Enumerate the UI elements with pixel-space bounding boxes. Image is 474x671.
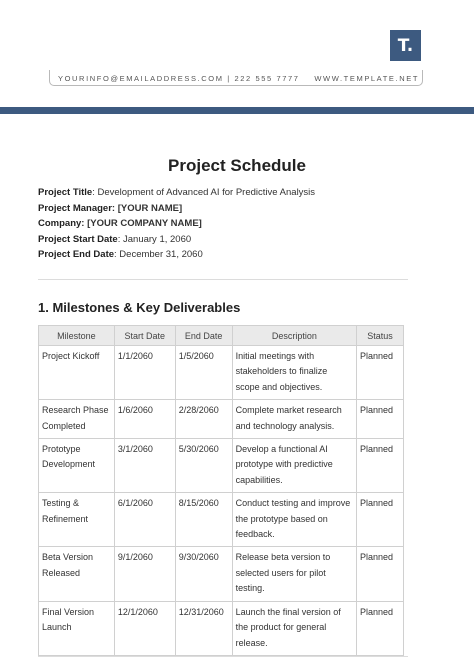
header-band: [0, 107, 474, 114]
table-cell: 1/6/2060: [114, 400, 175, 439]
info-value: Development of Advanced AI for Predictive Analysis: [94, 187, 316, 198]
table-cell: Launch the final version of the product for general release.: [232, 601, 356, 655]
info-label: Company: [38, 218, 82, 229]
info-value: [YOUR COMPANY NAME]: [84, 218, 202, 229]
column-header: Start Date: [114, 326, 175, 346]
table-cell: Conduct testing and improve the prototype based on feedback.: [232, 493, 356, 547]
page-title: Project Schedule: [168, 156, 306, 175]
info-row: [38, 232, 315, 248]
table-cell: Planned: [357, 601, 404, 655]
table-cell: Project Kickoff: [39, 346, 115, 400]
table-row: [39, 601, 404, 655]
info-label: Project Title: [38, 187, 93, 198]
table-row: [39, 439, 404, 493]
table-cell: Initial meetings with stakeholders to finalize scope and objectives.: [232, 346, 356, 400]
table-cell: Planned: [357, 400, 404, 439]
info-separator: :: [81, 218, 85, 229]
contact-info: YOURINFO@EMAILADDRESS.COM | 222 555 7777: [58, 74, 300, 83]
project-info: [38, 185, 315, 263]
info-separator: :: [111, 202, 116, 214]
table-row: [39, 346, 404, 400]
table-cell: Develop a functional AI prototype with predictive capabilities.: [232, 439, 356, 493]
table-cell: 9/1/2060: [114, 547, 175, 601]
table-cell: 12/1/2060: [114, 601, 175, 655]
info-row: [38, 247, 315, 263]
column-header: End Date: [175, 326, 232, 346]
website-link[interactable]: WWW.TEMPLATE.NET: [314, 74, 419, 83]
table-cell: 1/1/2060: [114, 346, 175, 400]
column-header: Milestone: [39, 326, 115, 346]
info-row: [38, 185, 315, 201]
table-cell: 6/1/2060: [114, 493, 175, 547]
divider: [38, 656, 408, 657]
table-cell: Beta Version Released: [39, 547, 115, 601]
table-cell: Planned: [357, 346, 404, 400]
table-cell: Prototype Development: [39, 439, 115, 493]
table-cell: 1/5/2060: [175, 346, 232, 400]
divider: [38, 279, 408, 280]
info-label: Project End Date: [38, 249, 115, 260]
table-cell: Final Version Launch: [39, 601, 115, 655]
table-cell: Testing & Refinement: [39, 493, 115, 547]
table-cell: Planned: [357, 493, 404, 547]
table-row: [39, 547, 404, 601]
milestones-table: [38, 325, 404, 656]
table-cell: Release beta version to selected users for pilot testing.: [232, 547, 356, 601]
table-cell: Complete market research and technology analysis.: [232, 400, 356, 439]
table-cell: Planned: [357, 547, 404, 601]
table-cell: 2/28/2060: [175, 400, 232, 439]
table-row: [39, 400, 404, 439]
info-value: [YOUR NAME]: [115, 202, 183, 214]
column-header: Description: [232, 326, 356, 346]
table-cell: Planned: [357, 439, 404, 493]
contact-bar: [49, 70, 423, 86]
info-value: January 1, 2060: [120, 233, 192, 245]
table-row: [39, 493, 404, 547]
table-cell: 12/31/2060: [175, 601, 232, 655]
info-row: [38, 216, 315, 232]
table-cell: Research Phase Completed: [39, 400, 115, 439]
table-header-row: [39, 326, 404, 346]
table-cell: 8/15/2060: [175, 493, 232, 547]
info-separator: :: [114, 249, 117, 260]
company-logo: T.: [390, 30, 421, 61]
table-cell: 5/30/2060: [175, 439, 232, 493]
info-row: [38, 201, 315, 217]
info-separator: :: [92, 187, 95, 198]
info-label: Project Start Date: [38, 233, 118, 245]
section-heading: 1. Milestones & Key Deliverables: [38, 300, 241, 315]
info-value: December 31, 2060: [116, 249, 203, 260]
table-cell: 3/1/2060: [114, 439, 175, 493]
info-label: Project Manager: [38, 202, 112, 214]
column-header: Status: [357, 326, 404, 346]
table-cell: 9/30/2060: [175, 547, 232, 601]
info-separator: :: [117, 233, 121, 245]
